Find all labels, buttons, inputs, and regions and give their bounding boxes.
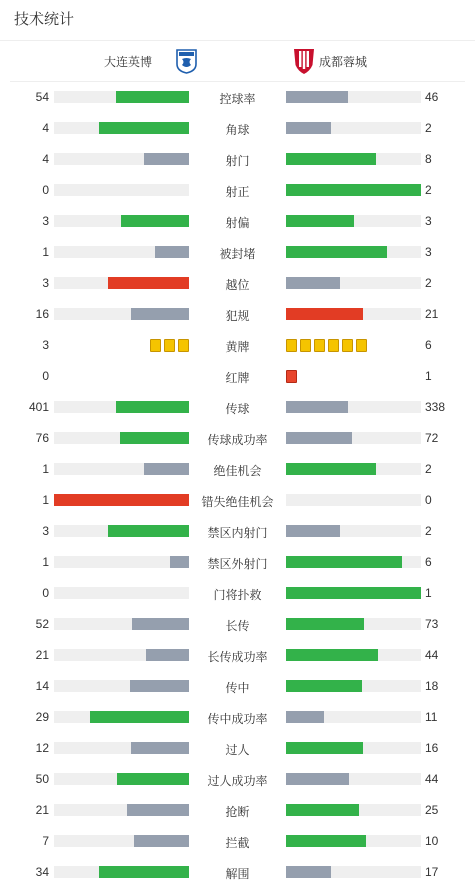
away-stat-bar-fill bbox=[286, 184, 421, 196]
home-stat-bar bbox=[54, 401, 189, 413]
home-stat-bar-fill bbox=[134, 835, 189, 847]
stat-row bbox=[0, 671, 475, 702]
away-cards bbox=[286, 339, 367, 351]
away-stat-bar bbox=[286, 463, 421, 475]
home-stat-bar bbox=[54, 587, 189, 599]
home-team-crest-icon bbox=[176, 49, 197, 79]
stat-label: 禁区外射门 bbox=[207, 557, 268, 571]
stat-label: 传球成功率 bbox=[207, 433, 268, 447]
stat-row bbox=[0, 609, 475, 640]
stat-label: 犯规 bbox=[225, 309, 250, 323]
stat-label: 长传成功率 bbox=[207, 650, 268, 664]
home-stat-bar-fill bbox=[99, 122, 189, 134]
away-stat-value: 2 bbox=[425, 524, 432, 538]
stat-label: 绝佳机会 bbox=[213, 464, 262, 478]
home-stat-bar-fill bbox=[117, 773, 189, 785]
away-stat-value: 8 bbox=[425, 152, 432, 166]
away-stat-bar-fill bbox=[286, 804, 359, 816]
stat-label: 过人 bbox=[225, 743, 250, 757]
stat-row bbox=[0, 299, 475, 330]
away-stat-value: 25 bbox=[425, 803, 439, 817]
home-stat-value: 3 bbox=[42, 276, 49, 290]
stat-label: 传中 bbox=[225, 681, 250, 695]
stat-label: 过人成功率 bbox=[207, 774, 268, 788]
away-stat-bar-fill bbox=[286, 773, 349, 785]
yellow-card-icon bbox=[150, 339, 161, 352]
away-stat-bar-fill bbox=[286, 401, 348, 413]
home-stat-value: 14 bbox=[35, 679, 49, 693]
stat-row bbox=[0, 795, 475, 826]
yellow-card-icon bbox=[178, 339, 189, 352]
home-stat-bar bbox=[54, 308, 189, 320]
away-stat-bar-fill bbox=[286, 153, 376, 165]
red-card-icon bbox=[286, 370, 297, 383]
stat-row bbox=[0, 702, 475, 733]
away-stat-value: 3 bbox=[425, 214, 432, 228]
away-stat-bar-fill bbox=[286, 463, 376, 475]
home-stat-bar bbox=[54, 680, 189, 692]
away-stat-value: 3 bbox=[425, 245, 432, 259]
home-stat-value: 29 bbox=[35, 710, 49, 724]
away-stat-bar bbox=[286, 122, 421, 134]
away-team-crest-icon bbox=[292, 48, 316, 80]
away-stat-value: 1 bbox=[425, 369, 432, 383]
stat-row bbox=[0, 516, 475, 547]
away-stat-bar-fill bbox=[286, 308, 363, 320]
stat-row bbox=[0, 268, 475, 299]
away-stat-bar bbox=[286, 401, 421, 413]
away-stat-value: 2 bbox=[425, 276, 432, 290]
away-stat-bar bbox=[286, 711, 421, 723]
home-stat-bar-fill bbox=[144, 153, 189, 165]
away-stat-bar bbox=[286, 618, 421, 630]
away-stat-bar-fill bbox=[286, 587, 421, 599]
away-stat-bar bbox=[286, 866, 421, 878]
away-stat-bar bbox=[286, 494, 421, 506]
home-stat-bar bbox=[54, 525, 189, 537]
home-stat-bar-fill bbox=[54, 494, 189, 506]
home-stat-bar-fill bbox=[127, 804, 189, 816]
away-stat-bar bbox=[286, 680, 421, 692]
away-stat-bar-fill bbox=[286, 215, 354, 227]
home-stat-bar-fill bbox=[170, 556, 189, 568]
away-stat-value: 46 bbox=[425, 90, 439, 104]
home-stat-value: 0 bbox=[42, 183, 49, 197]
home-stat-value: 76 bbox=[35, 431, 49, 445]
home-stat-value: 1 bbox=[42, 462, 49, 476]
home-stat-bar bbox=[54, 804, 189, 816]
home-stat-bar-fill bbox=[99, 866, 189, 878]
away-stat-bar-fill bbox=[286, 680, 362, 692]
away-stat-bar bbox=[286, 153, 421, 165]
away-stat-bar-fill bbox=[286, 277, 340, 289]
home-stat-bar-fill bbox=[131, 742, 189, 754]
home-stat-value: 12 bbox=[35, 741, 49, 755]
home-stat-bar bbox=[54, 866, 189, 878]
away-stat-bar-fill bbox=[286, 91, 348, 103]
away-stat-value: 18 bbox=[425, 679, 439, 693]
away-stat-bar-fill bbox=[286, 432, 352, 444]
home-stat-bar-fill bbox=[131, 308, 189, 320]
away-stat-value: 6 bbox=[425, 555, 432, 569]
stat-row bbox=[0, 82, 475, 113]
stat-row bbox=[0, 454, 475, 485]
stat-row bbox=[0, 640, 475, 671]
yellow-card-icon bbox=[356, 339, 367, 352]
stat-label: 禁区内射门 bbox=[207, 526, 268, 540]
home-stat-bar bbox=[54, 835, 189, 847]
home-stat-value: 21 bbox=[35, 648, 49, 662]
yellow-card-icon bbox=[286, 339, 297, 352]
home-stat-bar-fill bbox=[155, 246, 189, 258]
away-stat-bar-fill bbox=[286, 246, 387, 258]
away-stat-bar bbox=[286, 773, 421, 785]
home-stat-bar-fill bbox=[116, 91, 189, 103]
home-stat-value: 0 bbox=[42, 586, 49, 600]
home-stat-bar-fill bbox=[132, 618, 189, 630]
stat-label: 解围 bbox=[225, 867, 250, 881]
away-stat-bar bbox=[286, 835, 421, 847]
home-stat-value: 54 bbox=[35, 90, 49, 104]
away-stat-bar-fill bbox=[286, 122, 331, 134]
home-stat-bar bbox=[54, 618, 189, 630]
away-stat-bar bbox=[286, 91, 421, 103]
away-stat-value: 17 bbox=[425, 865, 439, 879]
stat-label: 传中成功率 bbox=[207, 712, 268, 726]
stat-label: 角球 bbox=[225, 123, 250, 137]
away-stat-bar bbox=[286, 184, 421, 196]
away-team-name: 成都蓉城 bbox=[319, 55, 368, 69]
away-stat-bar bbox=[286, 215, 421, 227]
away-stat-value: 44 bbox=[425, 648, 439, 662]
home-stat-bar-fill bbox=[121, 215, 189, 227]
yellow-card-icon bbox=[328, 339, 339, 352]
home-stat-bar-fill bbox=[108, 525, 189, 537]
away-stat-value: 0 bbox=[425, 493, 432, 507]
stat-label: 拦截 bbox=[225, 836, 250, 850]
stat-row bbox=[0, 485, 475, 516]
home-stat-value: 401 bbox=[28, 400, 49, 414]
stat-row bbox=[0, 361, 475, 392]
home-stat-bar bbox=[54, 215, 189, 227]
home-stat-bar bbox=[54, 742, 189, 754]
away-cards bbox=[286, 370, 297, 382]
home-stat-value: 3 bbox=[42, 214, 49, 228]
page-title: 技术统计 bbox=[0, 0, 475, 41]
home-stat-bar bbox=[54, 556, 189, 568]
teams-header bbox=[10, 41, 465, 82]
home-stat-bar bbox=[54, 494, 189, 506]
yellow-card-icon bbox=[300, 339, 311, 352]
away-stat-value: 1 bbox=[425, 586, 432, 600]
away-stat-bar bbox=[286, 649, 421, 661]
away-stat-bar bbox=[286, 525, 421, 537]
away-stat-bar-fill bbox=[286, 556, 402, 568]
home-stat-value: 0 bbox=[42, 369, 49, 383]
away-stat-value: 73 bbox=[425, 617, 439, 631]
home-stat-bar-fill bbox=[116, 401, 189, 413]
away-stat-bar-fill bbox=[286, 525, 340, 537]
stat-label: 红牌 bbox=[225, 371, 250, 385]
away-stat-bar-fill bbox=[286, 711, 324, 723]
home-stat-bar-fill bbox=[90, 711, 189, 723]
away-stat-value: 10 bbox=[425, 834, 439, 848]
home-cards bbox=[150, 339, 189, 351]
stat-row bbox=[0, 578, 475, 609]
stat-row bbox=[0, 423, 475, 454]
home-stat-bar bbox=[54, 277, 189, 289]
away-stat-value: 2 bbox=[425, 121, 432, 135]
home-stat-bar-fill bbox=[108, 277, 189, 289]
away-stat-value: 6 bbox=[425, 338, 432, 352]
stat-row bbox=[0, 857, 475, 888]
away-stat-bar bbox=[286, 246, 421, 258]
home-stat-value: 3 bbox=[42, 338, 49, 352]
away-stat-bar-fill bbox=[286, 835, 366, 847]
home-stat-value: 34 bbox=[35, 865, 49, 879]
home-team-name: 大连英博 bbox=[103, 55, 152, 69]
stat-row bbox=[0, 547, 475, 578]
stat-label: 射门 bbox=[225, 154, 250, 168]
stat-row bbox=[0, 764, 475, 795]
away-stat-bar bbox=[286, 804, 421, 816]
home-stat-value: 21 bbox=[35, 803, 49, 817]
away-stat-bar bbox=[286, 587, 421, 599]
stat-row bbox=[0, 392, 475, 423]
home-stat-value: 52 bbox=[35, 617, 49, 631]
away-stat-bar bbox=[286, 742, 421, 754]
home-stat-value: 16 bbox=[35, 307, 49, 321]
home-stat-bar bbox=[54, 246, 189, 258]
away-stat-value: 16 bbox=[425, 741, 439, 755]
away-stat-bar bbox=[286, 308, 421, 320]
stat-label: 传球 bbox=[225, 402, 250, 416]
away-stat-bar-fill bbox=[286, 649, 378, 661]
home-stat-bar bbox=[54, 773, 189, 785]
home-stat-bar bbox=[54, 432, 189, 444]
stat-label: 控球率 bbox=[219, 92, 256, 106]
home-stat-value: 4 bbox=[42, 152, 49, 166]
stat-label: 错失绝佳机会 bbox=[201, 495, 274, 509]
stat-row bbox=[0, 330, 475, 361]
home-stat-bar bbox=[54, 463, 189, 475]
stat-label: 门将扑救 bbox=[213, 588, 262, 602]
home-stat-value: 50 bbox=[35, 772, 49, 786]
home-stat-bar bbox=[54, 153, 189, 165]
stat-label: 黄牌 bbox=[225, 340, 250, 354]
stat-label: 抢断 bbox=[225, 805, 250, 819]
stat-label: 被封堵 bbox=[219, 247, 256, 261]
away-stat-bar-fill bbox=[286, 618, 364, 630]
home-stat-bar bbox=[54, 184, 189, 196]
stat-label: 越位 bbox=[225, 278, 250, 292]
home-stat-value: 1 bbox=[42, 493, 49, 507]
home-stat-value: 1 bbox=[42, 555, 49, 569]
home-stat-bar-fill bbox=[144, 463, 189, 475]
away-stat-bar bbox=[286, 277, 421, 289]
away-stat-bar bbox=[286, 432, 421, 444]
yellow-card-icon bbox=[314, 339, 325, 352]
away-stat-value: 338 bbox=[425, 400, 446, 414]
home-stat-value: 3 bbox=[42, 524, 49, 538]
stat-row bbox=[0, 826, 475, 857]
stat-label: 长传 bbox=[225, 619, 250, 633]
stat-row bbox=[0, 175, 475, 206]
home-stat-bar bbox=[54, 711, 189, 723]
yellow-card-icon bbox=[342, 339, 353, 352]
home-stat-bar bbox=[54, 649, 189, 661]
away-stat-value: 2 bbox=[425, 462, 432, 476]
away-stat-bar-fill bbox=[286, 742, 363, 754]
home-stat-bar-fill bbox=[146, 649, 189, 661]
stat-row bbox=[0, 113, 475, 144]
home-stat-bar-fill bbox=[130, 680, 189, 692]
home-stat-value: 1 bbox=[42, 245, 49, 259]
away-stat-value: 2 bbox=[425, 183, 432, 197]
stat-label: 射正 bbox=[225, 185, 250, 199]
away-stat-bar-fill bbox=[286, 866, 331, 878]
away-stat-value: 21 bbox=[425, 307, 439, 321]
away-stat-value: 44 bbox=[425, 772, 439, 786]
away-stat-value: 11 bbox=[425, 710, 438, 724]
stat-row bbox=[0, 144, 475, 175]
home-stat-bar bbox=[54, 91, 189, 103]
stat-row bbox=[0, 733, 475, 764]
home-stat-value: 7 bbox=[42, 834, 49, 848]
stat-label: 射偏 bbox=[225, 216, 250, 230]
stat-row bbox=[0, 237, 475, 268]
yellow-card-icon bbox=[164, 339, 175, 352]
stat-row bbox=[0, 206, 475, 237]
away-stat-value: 72 bbox=[425, 431, 439, 445]
home-stat-bar bbox=[54, 122, 189, 134]
away-stat-bar bbox=[286, 556, 421, 568]
home-stat-bar-fill bbox=[120, 432, 189, 444]
home-stat-value: 4 bbox=[42, 121, 49, 135]
